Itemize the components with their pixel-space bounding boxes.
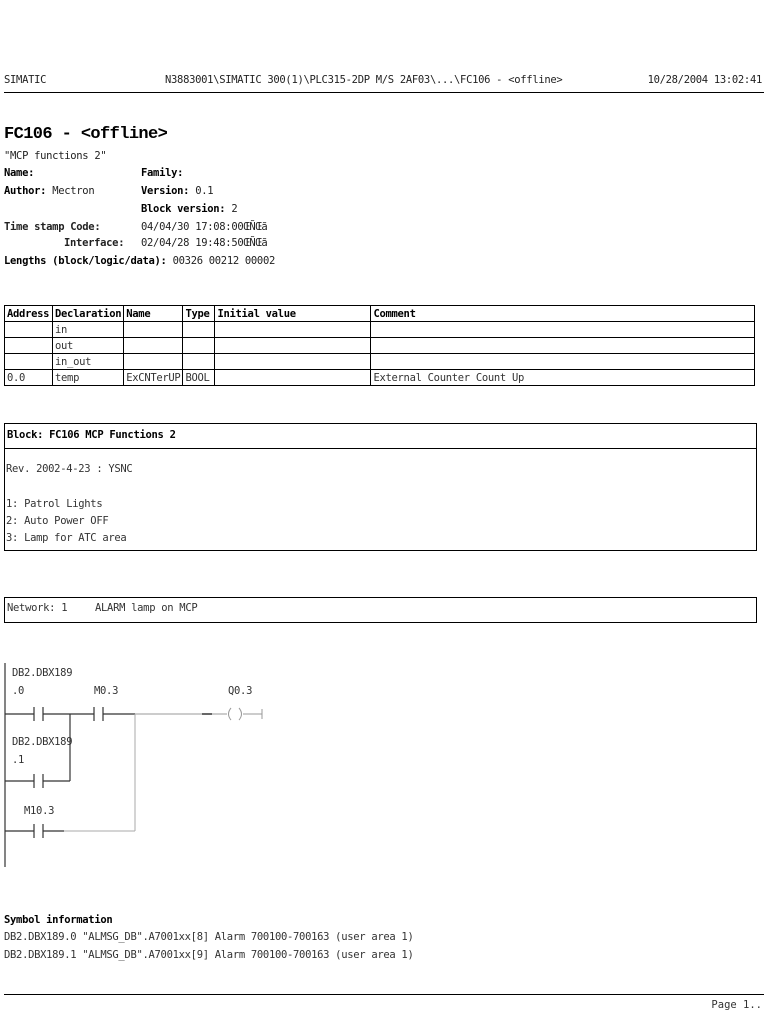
col-header-type: Type bbox=[183, 306, 215, 322]
network-number: Network: 1 bbox=[7, 602, 68, 614]
header-app-name: SIMATIC bbox=[4, 74, 47, 86]
block-comment-line: 2: Auto Power OFF bbox=[6, 515, 109, 527]
version-field bbox=[141, 185, 213, 197]
cell-declaration: temp bbox=[53, 370, 124, 386]
cell-initial-value bbox=[215, 354, 371, 370]
header-divider bbox=[4, 92, 764, 93]
contact3-address: DB2.DBX189 bbox=[12, 736, 73, 748]
col-header-address: Address bbox=[5, 306, 53, 322]
col-header-declaration: Declaration bbox=[53, 306, 124, 322]
cell-address bbox=[5, 354, 53, 370]
cell-name bbox=[124, 338, 183, 354]
cell-address bbox=[5, 338, 53, 354]
network-title: ALARM lamp on MCP bbox=[95, 602, 198, 614]
header-datetime: 10/28/2004 13:02:41 bbox=[647, 74, 762, 86]
lengths-field bbox=[4, 255, 275, 267]
page-title: FC106 - <offline> bbox=[4, 125, 168, 144]
symbol-info-row: DB2.DBX189.0 "ALMSG_DB".A7001xx[8] Alarm 700100-700163 (user area 1) bbox=[4, 931, 414, 943]
table-row bbox=[5, 322, 755, 338]
coil-q0-3-icon bbox=[229, 708, 232, 720]
cell-address: 0.0 bbox=[5, 370, 53, 386]
block-comment-header bbox=[5, 424, 756, 449]
name-label: Name: bbox=[4, 167, 35, 179]
lengths-label: Lengths (block/logic/data): bbox=[4, 255, 167, 267]
cell-comment bbox=[371, 354, 755, 370]
ladder-wiring bbox=[0, 655, 300, 875]
block-version-value: 2 bbox=[231, 203, 238, 215]
cell-type bbox=[183, 338, 215, 354]
page-number: Page 1.. bbox=[711, 999, 762, 1011]
family-label: Family: bbox=[141, 167, 184, 179]
lengths-value: 00326 00212 00002 bbox=[172, 255, 275, 267]
table-row bbox=[5, 370, 755, 386]
header-project-path: N3883001\SIMATIC 300(1)\PLC315-2DP M/S 2AF03\...\FC106 - <offline> bbox=[165, 74, 563, 86]
version-label: Version: bbox=[141, 185, 190, 197]
table-header-row bbox=[5, 306, 755, 322]
cell-declaration: in_out bbox=[53, 354, 124, 370]
cell-name bbox=[124, 354, 183, 370]
symbol-info-title: Symbol information bbox=[4, 914, 113, 926]
interface-label: Interface: bbox=[64, 237, 125, 249]
timestamp-code-label: Time stamp Code: bbox=[4, 221, 101, 233]
footer-divider bbox=[4, 994, 764, 995]
block-comment-title: Block: FC106 MCP Functions 2 bbox=[7, 429, 176, 441]
cell-initial-value bbox=[215, 338, 371, 354]
cell-declaration: out bbox=[53, 338, 124, 354]
col-header-comment: Comment bbox=[371, 306, 755, 322]
block-version-field bbox=[141, 203, 237, 215]
contact1-bit: .0 bbox=[12, 685, 25, 697]
timestamp-code-value: 04/04/30 17:08:00ŒÑŒã bbox=[141, 221, 268, 233]
col-header-initial-value: Initial value bbox=[215, 306, 371, 322]
contact1-address: DB2.DBX189 bbox=[12, 667, 73, 679]
interface-value: 02/04/28 19:48:50ŒÑŒã bbox=[141, 237, 268, 249]
author-value: Mectron bbox=[52, 185, 95, 197]
declaration-table bbox=[4, 305, 755, 386]
cell-name: ExCNTerUP bbox=[124, 370, 183, 386]
ladder-diagram bbox=[0, 655, 300, 875]
cell-type: BOOL bbox=[183, 370, 215, 386]
table-row bbox=[5, 354, 755, 370]
coil-address: Q0.3 bbox=[228, 685, 253, 697]
cell-type bbox=[183, 354, 215, 370]
contact4-address: M10.3 bbox=[24, 805, 55, 817]
block-comment-line: 3: Lamp for ATC area bbox=[6, 532, 127, 544]
col-header-name: Name bbox=[124, 306, 183, 322]
cell-comment bbox=[371, 338, 755, 354]
cell-initial-value bbox=[215, 370, 371, 386]
cell-type bbox=[183, 322, 215, 338]
cell-address bbox=[5, 322, 53, 338]
cell-initial-value bbox=[215, 322, 371, 338]
version-value: 0.1 bbox=[195, 185, 214, 197]
block-comment-line: Rev. 2002-4-23 : YSNC bbox=[6, 463, 133, 475]
block-description: "MCP functions 2" bbox=[4, 150, 107, 162]
author-label: Author: bbox=[4, 185, 47, 197]
symbol-info-row: DB2.DBX189.1 "ALMSG_DB".A7001xx[9] Alarm 700100-700163 (user area 1) bbox=[4, 949, 414, 961]
cell-declaration: in bbox=[53, 322, 124, 338]
name-field bbox=[4, 167, 34, 179]
contact3-bit: .1 bbox=[12, 754, 25, 766]
cell-comment bbox=[371, 322, 755, 338]
block-comment-line: 1: Patrol Lights bbox=[6, 498, 103, 510]
family-field bbox=[141, 167, 183, 179]
author-field bbox=[4, 185, 94, 197]
cell-comment: External Counter Count Up bbox=[371, 370, 755, 386]
block-comment-box bbox=[4, 423, 757, 551]
cell-name bbox=[124, 322, 183, 338]
network-header-box bbox=[4, 597, 757, 623]
block-version-label: Block version: bbox=[141, 203, 226, 215]
table-row bbox=[5, 338, 755, 354]
contact2-address: M0.3 bbox=[94, 685, 119, 697]
